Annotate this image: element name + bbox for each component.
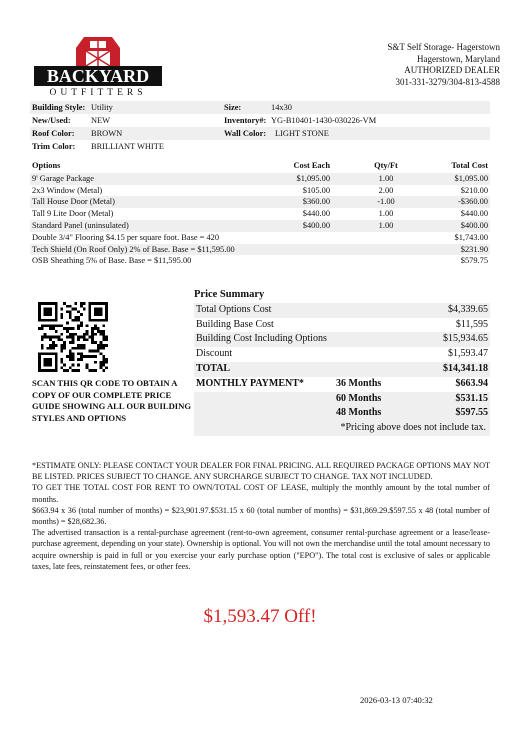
- option-total: $579.75: [460, 256, 488, 266]
- size-label: Size:: [224, 103, 242, 112]
- qr-code[interactable]: [38, 302, 108, 372]
- dealer-info: [387, 42, 500, 88]
- months-60-value: $531.15: [455, 392, 488, 404]
- trim-label: Trim Color:: [32, 142, 76, 151]
- option-cost-each: $400.00: [302, 220, 330, 230]
- total-value: $14,341.18: [443, 362, 488, 374]
- months-48-label: 48 Months: [336, 407, 382, 419]
- option-name: Double 3/4" Flooring $4.15 per square foot. Base = 420: [32, 232, 220, 242]
- logo-text-bottom: OUTFITTERS: [49, 88, 147, 98]
- table-row: [30, 244, 490, 256]
- option-total: $231.90: [460, 244, 488, 254]
- info-row: [30, 114, 490, 127]
- size-value: 14x30: [271, 103, 292, 112]
- trim-value: BRILLIANT WHITE: [91, 142, 164, 151]
- logo-text-top: BACKYARD: [46, 66, 150, 86]
- backyard-outfitters-logo: [32, 32, 164, 98]
- base-cost-label: Building Base Cost: [196, 318, 274, 330]
- option-total: $400.00: [460, 220, 488, 230]
- option-name: Standard Panel (uninsulated): [32, 220, 129, 230]
- option-name: 9' Garage Package: [32, 173, 94, 183]
- dealer-status: AUTHORIZED DEALER: [404, 65, 500, 75]
- disclaimer-estimate: *ESTIMATE ONLY: PLEASE CONTACT YOUR DEALER FOR FINAL PRICING. ALL REQUIRED PACKAGE OPTIONS MAY NOT BE LISTED. PRICES SUBJECT TO CHANGE. ANY SURCHARGE SUBJECT TO CHANGE. TAX NOT INCLUDED.: [32, 461, 490, 482]
- option-qty: 1.00: [378, 220, 394, 230]
- disclaimer-total-cost: TO GET THE TOTAL COST FOR RENT TO OWN/TOTAL COST OF LEASE, multiply the monthly amount by the total number of months.: [32, 483, 490, 504]
- header-total: Total Cost: [451, 161, 488, 170]
- base-cost-value: $11,595: [455, 318, 488, 330]
- option-name: Tall House Door (Metal): [32, 197, 115, 207]
- table-row: [30, 196, 490, 208]
- total-options-label: Total Options Cost: [196, 303, 272, 315]
- discount-value: $1,593.47: [448, 348, 488, 360]
- summary-title-text: Price Summary: [194, 289, 265, 300]
- info-row: [30, 140, 490, 153]
- summary-row: [194, 377, 490, 392]
- summary-title: [194, 288, 490, 303]
- months-48-value: $597.55: [455, 407, 488, 419]
- total-label: TOTAL: [196, 362, 231, 374]
- option-name: 2x3 Window (Metal): [32, 185, 103, 195]
- style-value: Utility: [91, 103, 113, 112]
- disclaimer-calculation: $663.94 x 36 (total number of months) = $23,901.97.$531.15 x 60 (total number of months) = $31,869.29.$597.55 x 48 (total number of months) = $28,682.36.: [32, 505, 490, 527]
- table-row: [30, 173, 490, 185]
- inventory-label: Inventory#:: [224, 116, 267, 125]
- months-36-label: 36 Months: [336, 377, 382, 389]
- building-info: [30, 101, 490, 153]
- timestamp: 2026-03-13 07:40:32: [360, 695, 433, 705]
- summary-row: [194, 318, 490, 333]
- table-row: [30, 255, 490, 267]
- months-36-value: $663.94: [455, 377, 488, 389]
- option-cost-each: $360.00: [302, 197, 330, 207]
- option-name: Tall 9 Lite Door (Metal): [32, 209, 114, 219]
- table-row: [30, 185, 490, 197]
- summary-row: [194, 406, 490, 421]
- header-cost-each: Cost Each: [293, 161, 330, 170]
- info-row: [30, 127, 490, 140]
- options-header: [30, 160, 490, 172]
- monthly-payment-label: MONTHLY PAYMENT*: [196, 377, 304, 389]
- header-options: Options: [32, 161, 61, 170]
- option-name: OSB Sheathing 5% of Base. Base = $11,595.00: [32, 256, 192, 266]
- table-row: [30, 232, 490, 244]
- summary-row: [194, 347, 490, 362]
- incl-cost-label: Building Cost Including Options: [196, 333, 327, 345]
- option-cost-each: $1,095.00: [296, 173, 330, 183]
- option-cost-each: $440.00: [302, 209, 330, 219]
- option-total: -$360.00: [457, 197, 488, 207]
- option-cost-each: $105.00: [302, 185, 330, 195]
- dealer-name: S&T Self Storage- Hagerstown: [387, 42, 500, 52]
- discount-banner: $1,593.47 Off!: [203, 606, 317, 627]
- option-qty: 1.00: [378, 209, 394, 219]
- option-qty: 1.00: [378, 173, 394, 183]
- new-used-value: NEW: [91, 116, 111, 125]
- option-total: $1,095.00: [454, 173, 488, 183]
- summary-row: [194, 392, 490, 407]
- option-total: $210.00: [460, 185, 488, 195]
- wall-value: LIGHT STONE: [275, 129, 329, 138]
- table-row: [30, 208, 490, 220]
- qr-caption: SCAN THIS QR CODE TO OBTAIN A COPY OF OUR COMPLETE PRICE GUIDE SHOWING ALL OUR BUILDING STYLES AND OPTIONS: [32, 378, 192, 423]
- total-options-value: $4,339.65: [448, 303, 488, 315]
- price-summary: [194, 288, 490, 436]
- summary-row: [194, 421, 490, 436]
- option-qty: 2.00: [378, 185, 394, 195]
- option-total: $440.00: [460, 209, 488, 219]
- new-used-label: New/Used:: [32, 116, 71, 125]
- disclaimer: [32, 460, 490, 572]
- option-name: Tech Shield (On Roof Only) 2% of Base. Base = $11,595.00: [32, 244, 235, 254]
- option-total: $1,743.00: [454, 232, 488, 242]
- info-row: [30, 101, 490, 114]
- options-table: [30, 160, 490, 267]
- header-qty: Qty/Ft: [374, 161, 398, 170]
- dealer-phone: 301-331-3279/304-813-4588: [395, 76, 500, 87]
- discount-label: Discount: [196, 348, 233, 360]
- summary-row: [194, 362, 490, 377]
- roof-label: Roof Color:: [32, 129, 75, 138]
- wall-label: Wall Color:: [224, 129, 267, 138]
- inventory-value: YG-B10401-1430-030226-VM: [271, 116, 377, 125]
- style-label: Building Style:: [32, 103, 86, 112]
- option-qty: -1.00: [377, 197, 395, 207]
- table-row: [30, 220, 490, 232]
- incl-cost-value: $15,934.65: [443, 333, 488, 345]
- roof-value: BROWN: [91, 129, 123, 138]
- summary-row: [194, 332, 490, 347]
- summary-row: [194, 303, 490, 318]
- months-60-label: 60 Months: [336, 392, 382, 404]
- tax-note: *Pricing above does not include tax.: [340, 422, 486, 434]
- disclaimer-rental: The advertised transaction is a rental-purchase agreement (rent-to-own agreement, consumer rental-purchase agreement or a lease/lease-purchase agreement, depending on your state). Ownership is optional. You will not own the merchandise until the total amount necessary to acquire ownership is paid in full or you exercise your early purchase option ("EPO"). The total cost is exclusive of sales or applicable taxes, late fees, reinstatement fees, or other fees.: [32, 528, 490, 571]
- dealer-city: Hagerstown, Maryland: [417, 53, 500, 64]
